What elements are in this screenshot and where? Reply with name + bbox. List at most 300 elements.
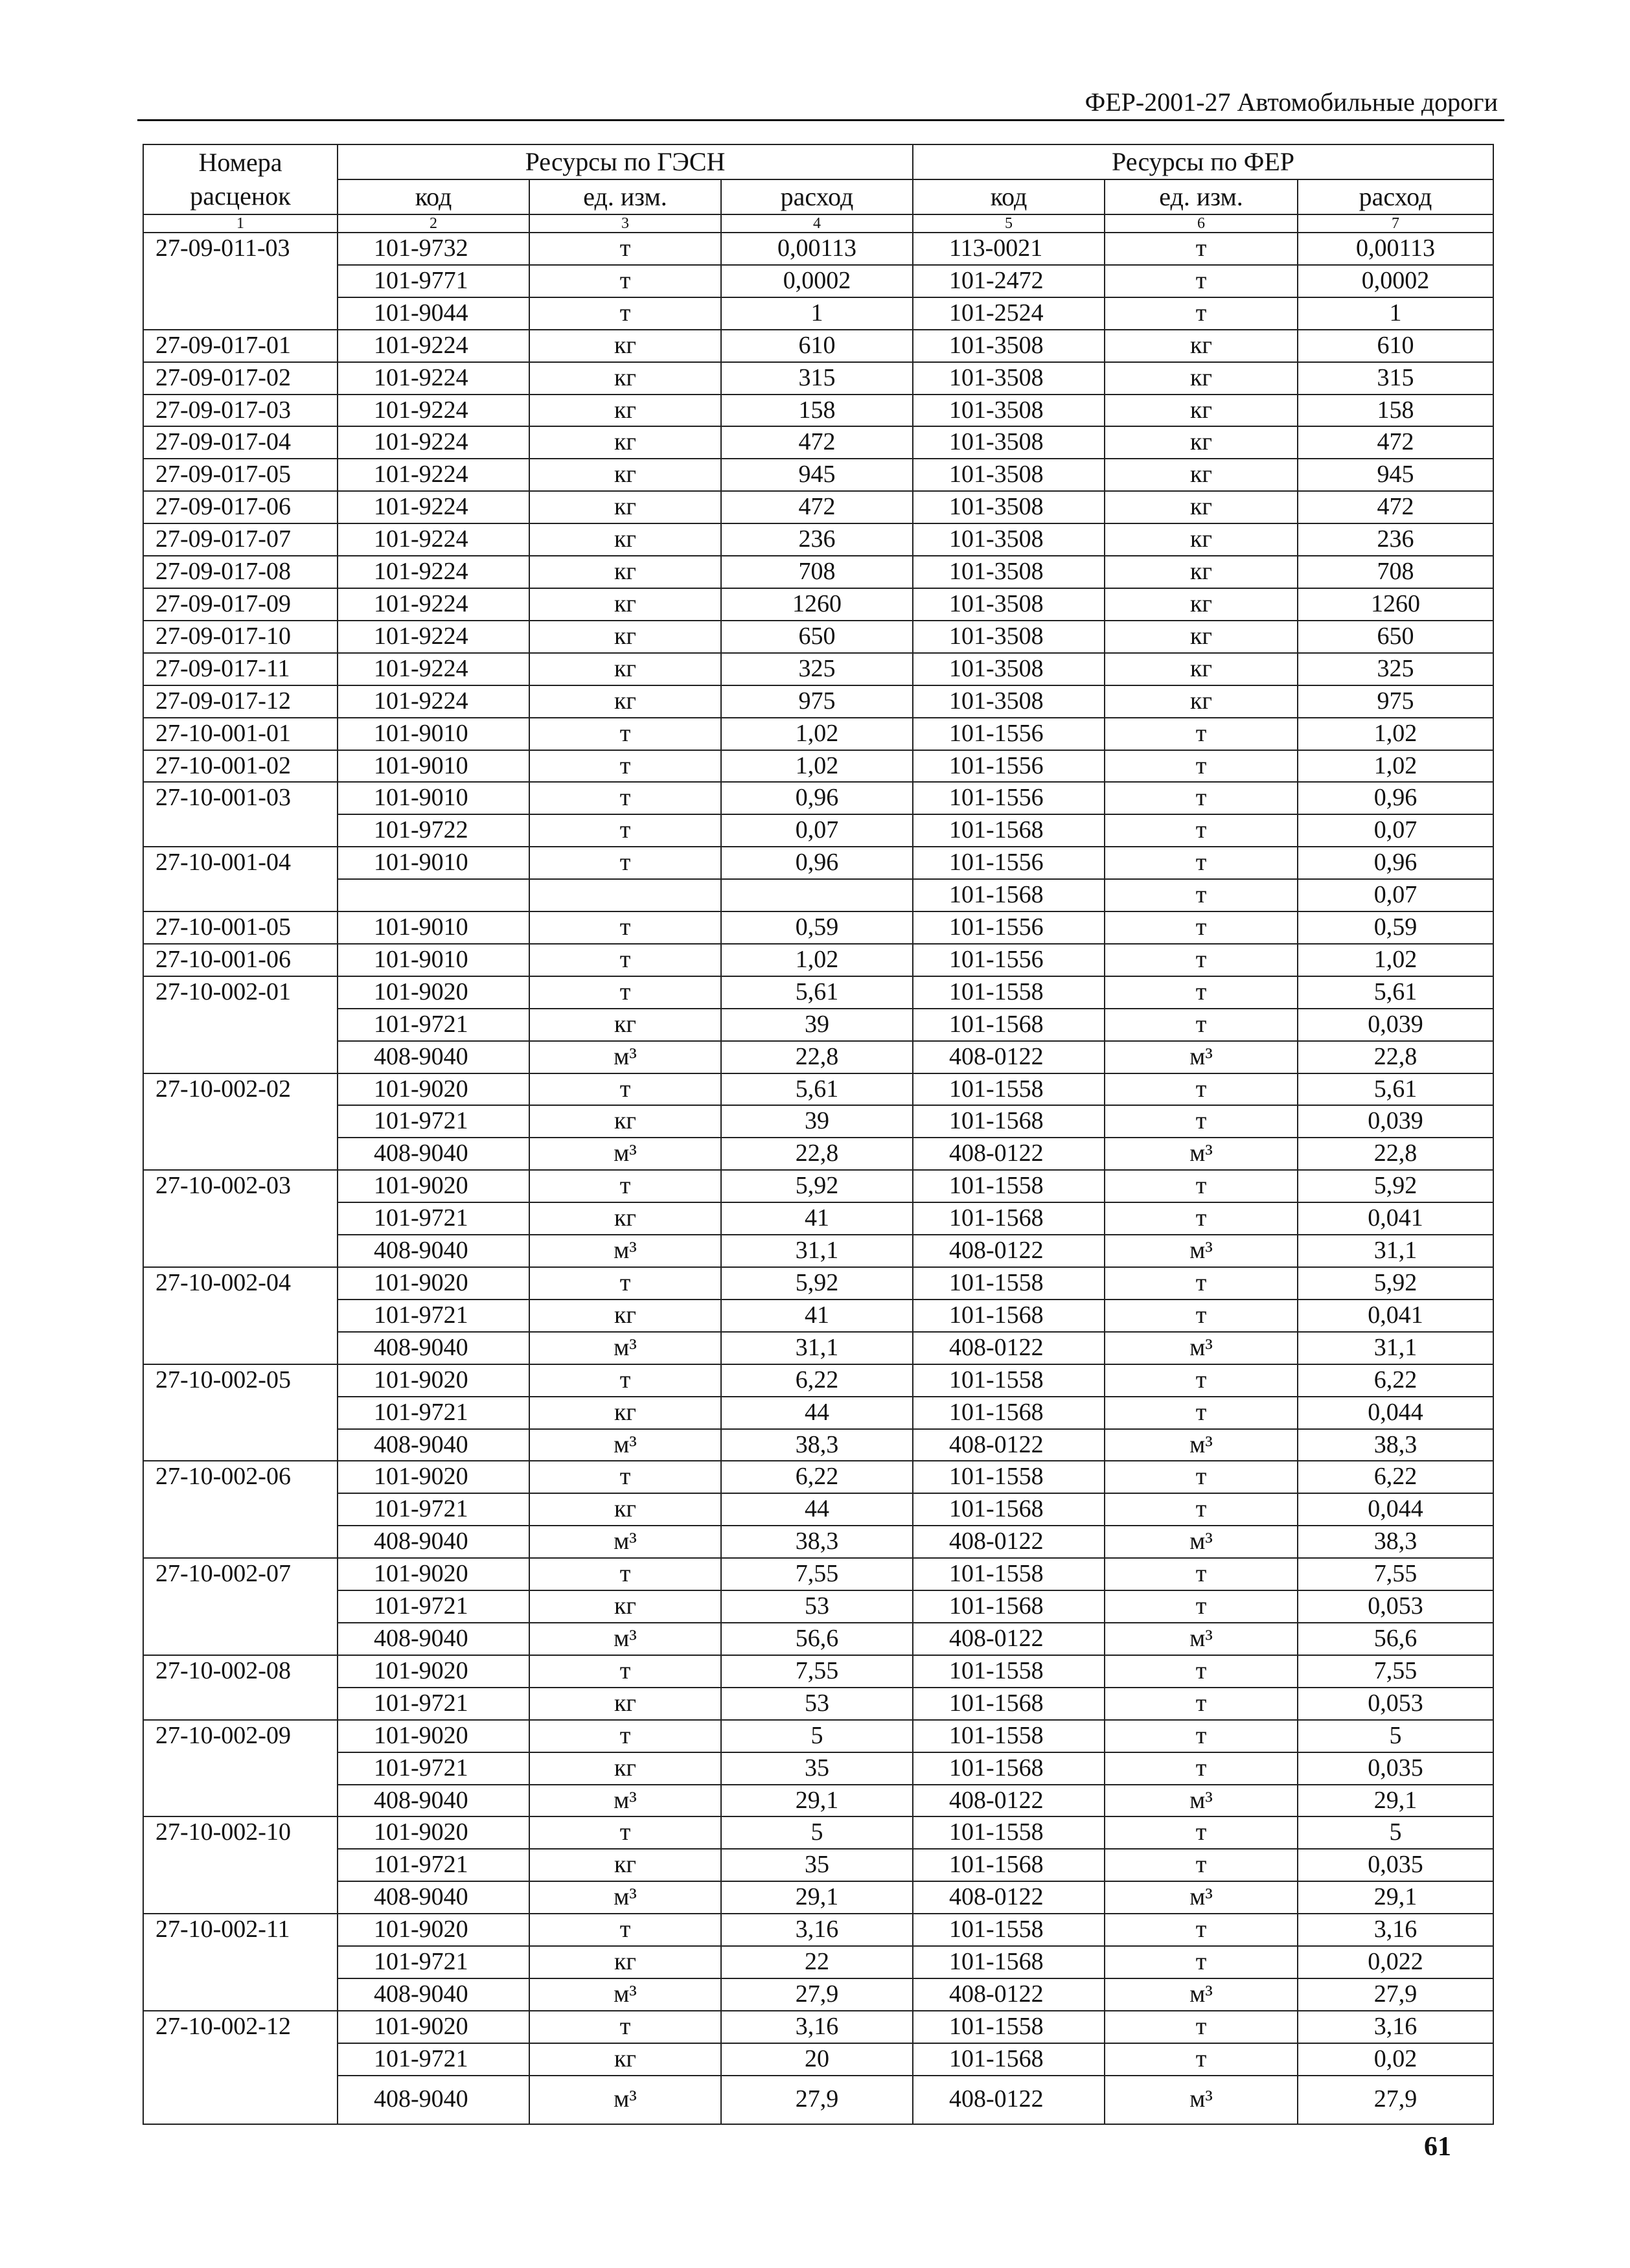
- fer-amount-header: расход: [1298, 179, 1493, 214]
- fer-unit-cell: т: [1105, 1720, 1298, 1752]
- fer-code-cell: 408-0122: [913, 1138, 1105, 1170]
- fer-amount-cell: 0,0002: [1298, 265, 1493, 297]
- fer-amount-cell: 236: [1298, 523, 1493, 556]
- fer-code-cell: 408-0122: [913, 2076, 1105, 2124]
- fer-unit-cell: т: [1105, 1364, 1298, 1397]
- fer-amount-cell: 6,22: [1298, 1364, 1493, 1397]
- gesn-amount-cell: 44: [721, 1397, 913, 1429]
- fer-code-cell: 101-3508: [913, 395, 1105, 427]
- fer-amount-cell: 708: [1298, 556, 1493, 588]
- fer-amount-cell: 5,92: [1298, 1170, 1493, 1202]
- rate-number-cell: 27-10-002-07: [143, 1558, 338, 1655]
- gesn-code-cell: 101-9010: [338, 847, 529, 879]
- gesn-code-cell: 408-9040: [338, 1332, 529, 1364]
- fer-amount-cell: 0,02: [1298, 2043, 1493, 2076]
- fer-unit-cell: м³: [1105, 1041, 1298, 1073]
- rate-number-cell: 27-10-001-03: [143, 782, 338, 847]
- fer-code-cell: 101-3508: [913, 362, 1105, 395]
- column-number: 5: [913, 214, 1105, 233]
- fer-code-cell: 101-1556: [913, 750, 1105, 783]
- rate-number-cell: 27-10-002-10: [143, 1816, 338, 1914]
- gesn-code-cell: 101-9010: [338, 782, 529, 814]
- table-row: [143, 1785, 1493, 1817]
- gesn-amount-cell: 22: [721, 1946, 913, 1978]
- gesn-code-cell: 101-9224: [338, 621, 529, 653]
- gesn-code-cell: 101-9224: [338, 426, 529, 459]
- fer-unit-cell: т: [1105, 265, 1298, 297]
- gesn-code-cell: 101-9010: [338, 750, 529, 783]
- fer-unit-cell: кг: [1105, 556, 1298, 588]
- fer-amount-cell: 0,00113: [1298, 233, 1493, 265]
- gesn-amount-cell: 35: [721, 1752, 913, 1785]
- fer-amount-cell: 610: [1298, 330, 1493, 362]
- rate-number-cell: 27-09-017-01: [143, 330, 338, 362]
- gesn-amount-cell: 945: [721, 459, 913, 491]
- rate-number-cell: 27-09-017-06: [143, 491, 338, 523]
- rate-number-cell: 27-10-002-11: [143, 1914, 338, 2011]
- gesn-amount-cell: 325: [721, 653, 913, 685]
- fer-amount-cell: 29,1: [1298, 1785, 1493, 1817]
- fer-unit-cell: т: [1105, 1655, 1298, 1688]
- table-row: [143, 653, 1493, 685]
- table-row: [143, 426, 1493, 459]
- fer-amount-cell: 7,55: [1298, 1655, 1493, 1688]
- table-row: [143, 1946, 1493, 1978]
- gesn-amount-cell: 0,00113: [721, 233, 913, 265]
- gesn-amount-cell: 27,9: [721, 2076, 913, 2124]
- column-number: 1: [143, 214, 338, 233]
- fer-code-cell: 101-1568: [913, 1688, 1105, 1720]
- gesn-unit-cell: м³: [529, 1138, 721, 1170]
- rate-number-cell: 27-09-017-07: [143, 523, 338, 556]
- rate-number-cell: 27-10-002-04: [143, 1267, 338, 1364]
- fer-code-cell: 101-3508: [913, 621, 1105, 653]
- fer-amount-cell: 0,041: [1298, 1202, 1493, 1235]
- fer-code-cell: 101-3508: [913, 556, 1105, 588]
- gesn-unit-cell: кг: [529, 426, 721, 459]
- fer-amount-cell: 0,07: [1298, 879, 1493, 911]
- table-row: [143, 1849, 1493, 1881]
- gesn-unit-cell: т: [529, 847, 721, 879]
- table-row: [143, 556, 1493, 588]
- gesn-code-cell: 101-9224: [338, 330, 529, 362]
- gesn-unit-cell: т: [529, 2011, 721, 2043]
- fer-unit-cell: т: [1105, 718, 1298, 750]
- gesn-unit-cell: кг: [529, 556, 721, 588]
- gesn-unit-cell: м³: [529, 1429, 721, 1461]
- table-row: [143, 588, 1493, 621]
- table-row: [143, 1720, 1493, 1752]
- gesn-amount-cell: 650: [721, 621, 913, 653]
- fer-amount-cell: 3,16: [1298, 1914, 1493, 1946]
- gesn-unit-cell: м³: [529, 1235, 721, 1267]
- table-row: [143, 1623, 1493, 1655]
- table-row: [143, 265, 1493, 297]
- fer-code-cell: 101-1568: [913, 1946, 1105, 1978]
- fer-unit-cell: кг: [1105, 685, 1298, 718]
- rate-number-cell: 27-10-001-04: [143, 847, 338, 911]
- fer-amount-cell: 3,16: [1298, 2011, 1493, 2043]
- fer-amount-cell: 1,02: [1298, 718, 1493, 750]
- rate-number-cell: 27-10-001-01: [143, 718, 338, 750]
- gesn-unit-cell: кг: [529, 2043, 721, 2076]
- gesn-unit-cell: т: [529, 1558, 721, 1590]
- rate-number-cell: 27-09-017-03: [143, 395, 338, 427]
- gesn-code-cell: 101-9721: [338, 1202, 529, 1235]
- gesn-code-cell: 101-9224: [338, 685, 529, 718]
- fer-unit-cell: м³: [1105, 1332, 1298, 1364]
- table-row: [143, 1429, 1493, 1461]
- table-row: [143, 459, 1493, 491]
- gesn-code-cell: 101-9721: [338, 1849, 529, 1881]
- table-row: [143, 1073, 1493, 1106]
- fer-unit-cell: кг: [1105, 362, 1298, 395]
- fer-code-cell: 101-1558: [913, 1655, 1105, 1688]
- gesn-unit-cell: т: [529, 1720, 721, 1752]
- fer-code-cell: 101-3508: [913, 523, 1105, 556]
- fer-unit-cell: т: [1105, 944, 1298, 976]
- gesn-code-cell: 101-9721: [338, 1009, 529, 1041]
- gesn-code-cell: 101-9721: [338, 2043, 529, 2076]
- fer-unit-cell: т: [1105, 1688, 1298, 1720]
- rate-number-cell: 27-10-002-09: [143, 1720, 338, 1817]
- table-row: [143, 621, 1493, 653]
- fer-code-cell: 101-1568: [913, 814, 1105, 847]
- header-title: ФЕР-2001-27 Автомобильные дороги: [1085, 87, 1498, 117]
- fer-unit-cell: кг: [1105, 588, 1298, 621]
- gesn-amount-cell: 5,92: [721, 1267, 913, 1300]
- fer-code-cell: 101-1558: [913, 1364, 1105, 1397]
- fer-amount-cell: 1260: [1298, 588, 1493, 621]
- table-row: [143, 1105, 1493, 1138]
- table-row: [143, 1009, 1493, 1041]
- fer-amount-cell: 325: [1298, 653, 1493, 685]
- table-row: [143, 1138, 1493, 1170]
- table-row: [143, 1300, 1493, 1332]
- gesn-amount-header: расход: [721, 179, 913, 214]
- table-row: [143, 976, 1493, 1009]
- fer-amount-cell: 5: [1298, 1816, 1493, 1849]
- group-gesn-header: Ресурсы по ГЭСН: [338, 144, 913, 179]
- gesn-amount-cell: 0,59: [721, 911, 913, 944]
- gesn-unit-cell: кг: [529, 1946, 721, 1978]
- fer-code-cell: 101-1568: [913, 1300, 1105, 1332]
- gesn-code-cell: 101-9224: [338, 556, 529, 588]
- gesn-amount-cell: 708: [721, 556, 913, 588]
- fer-unit-cell: кг: [1105, 395, 1298, 427]
- fer-amount-cell: 5,61: [1298, 976, 1493, 1009]
- fer-unit-cell: м³: [1105, 1623, 1298, 1655]
- gesn-unit-cell: т: [529, 1816, 721, 1849]
- gesn-code-cell: 408-9040: [338, 2076, 529, 2124]
- fer-code-cell: 408-0122: [913, 1041, 1105, 1073]
- gesn-code-cell: 101-9721: [338, 1688, 529, 1720]
- gesn-amount-cell: 1,02: [721, 944, 913, 976]
- table-row: [143, 1526, 1493, 1558]
- gesn-amount-cell: 1,02: [721, 750, 913, 783]
- fer-amount-cell: 472: [1298, 426, 1493, 459]
- gesn-code-cell: 101-9721: [338, 1752, 529, 1785]
- gesn-unit-cell: т: [529, 1364, 721, 1397]
- fer-amount-cell: 0,039: [1298, 1105, 1493, 1138]
- gesn-amount-cell: 158: [721, 395, 913, 427]
- gesn-unit-cell: кг: [529, 1397, 721, 1429]
- gesn-amount-cell: 22,8: [721, 1138, 913, 1170]
- fer-unit-cell: т: [1105, 1849, 1298, 1881]
- gesn-amount-cell: 315: [721, 362, 913, 395]
- fer-unit-cell: м³: [1105, 1881, 1298, 1914]
- gesn-amount-cell: 31,1: [721, 1235, 913, 1267]
- gesn-amount-cell: 44: [721, 1493, 913, 1526]
- gesn-unit-cell: кг: [529, 1688, 721, 1720]
- rate-number-cell: 27-10-002-03: [143, 1170, 338, 1267]
- fer-code-cell: 101-1568: [913, 1849, 1105, 1881]
- fer-unit-cell: т: [1105, 1461, 1298, 1493]
- fer-amount-cell: 975: [1298, 685, 1493, 718]
- gesn-amount-cell: 0,96: [721, 782, 913, 814]
- gesn-unit-cell: кг: [529, 362, 721, 395]
- table-row: [143, 685, 1493, 718]
- table-row: [143, 330, 1493, 362]
- fer-code-cell: 101-1568: [913, 1752, 1105, 1785]
- fer-amount-cell: 27,9: [1298, 1978, 1493, 2011]
- fer-unit-cell: т: [1105, 233, 1298, 265]
- fer-unit-cell: кг: [1105, 459, 1298, 491]
- fer-unit-cell: т: [1105, 976, 1298, 1009]
- table-row: [143, 1978, 1493, 2011]
- gesn-amount-cell: 39: [721, 1009, 913, 1041]
- gesn-amount-cell: 5,61: [721, 976, 913, 1009]
- fer-unit-cell: т: [1105, 750, 1298, 783]
- fer-amount-cell: 38,3: [1298, 1526, 1493, 1558]
- fer-code-cell: 101-3508: [913, 426, 1105, 459]
- fer-code-header: код: [913, 179, 1105, 214]
- rate-number-cell: 27-09-017-04: [143, 426, 338, 459]
- col-rate-number-header: [143, 144, 338, 214]
- fer-code-cell: 101-1558: [913, 1720, 1105, 1752]
- fer-amount-cell: 1,02: [1298, 750, 1493, 783]
- fer-code-cell: 101-1558: [913, 1816, 1105, 1849]
- page-number: 61: [1424, 2132, 1451, 2162]
- fer-code-cell: 101-3508: [913, 685, 1105, 718]
- gesn-unit-cell: т: [529, 1073, 721, 1106]
- gesn-unit-cell: кг: [529, 588, 721, 621]
- gesn-code-cell: 101-9020: [338, 1816, 529, 1849]
- fer-amount-cell: 22,8: [1298, 1138, 1493, 1170]
- gesn-unit-cell: м³: [529, 1978, 721, 2011]
- gesn-unit-cell: кг: [529, 459, 721, 491]
- fer-unit-cell: м³: [1105, 2076, 1298, 2124]
- fer-amount-cell: 31,1: [1298, 1235, 1493, 1267]
- fer-code-cell: 101-3508: [913, 588, 1105, 621]
- header-row-2: [143, 179, 1493, 214]
- fer-amount-cell: 5,61: [1298, 1073, 1493, 1106]
- fer-unit-cell: т: [1105, 1914, 1298, 1946]
- gesn-amount-cell: 1: [721, 297, 913, 330]
- resource-table: [143, 144, 1494, 2125]
- gesn-code-cell: 101-9721: [338, 1590, 529, 1623]
- table-row: [143, 1461, 1493, 1493]
- table-row: [143, 718, 1493, 750]
- gesn-code-cell: 101-9020: [338, 1558, 529, 1590]
- gesn-code-cell: 101-9020: [338, 1461, 529, 1493]
- fer-amount-cell: 5,92: [1298, 1267, 1493, 1300]
- table-row: [143, 1655, 1493, 1688]
- table-row: [143, 1202, 1493, 1235]
- header-row-1: [143, 144, 1493, 179]
- gesn-code-cell: 101-9224: [338, 523, 529, 556]
- fer-code-cell: 101-1558: [913, 1170, 1105, 1202]
- fer-amount-cell: 27,9: [1298, 2076, 1493, 2124]
- table-row: [143, 911, 1493, 944]
- gesn-unit-cell: м³: [529, 1041, 721, 1073]
- gesn-unit-cell: т: [529, 1267, 721, 1300]
- gesn-code-cell: 101-9044: [338, 297, 529, 330]
- gesn-amount-cell: 975: [721, 685, 913, 718]
- gesn-amount-cell: 1260: [721, 588, 913, 621]
- fer-code-cell: 101-1568: [913, 879, 1105, 911]
- gesn-amount-cell: 5: [721, 1720, 913, 1752]
- table-row: [143, 491, 1493, 523]
- fer-code-cell: 101-1568: [913, 1105, 1105, 1138]
- fer-unit-cell: т: [1105, 297, 1298, 330]
- table-row: [143, 1914, 1493, 1946]
- gesn-code-cell: 101-9020: [338, 1073, 529, 1106]
- gesn-amount-cell: 3,16: [721, 1914, 913, 1946]
- fer-amount-cell: 0,053: [1298, 1688, 1493, 1720]
- fer-unit-cell: т: [1105, 1590, 1298, 1623]
- fer-amount-cell: 22,8: [1298, 1041, 1493, 1073]
- rate-number-cell: 27-10-002-05: [143, 1364, 338, 1461]
- gesn-unit-cell: т: [529, 1461, 721, 1493]
- fer-unit-header: ед. изм.: [1105, 179, 1298, 214]
- rate-number-cell: 27-09-017-05: [143, 459, 338, 491]
- fer-code-cell: 408-0122: [913, 1978, 1105, 2011]
- fer-amount-cell: 38,3: [1298, 1429, 1493, 1461]
- fer-unit-cell: м³: [1105, 1785, 1298, 1817]
- fer-amount-cell: 1: [1298, 297, 1493, 330]
- gesn-unit-cell: т: [529, 265, 721, 297]
- gesn-code-cell: 101-9224: [338, 653, 529, 685]
- fer-code-cell: 101-1556: [913, 911, 1105, 944]
- fer-unit-cell: т: [1105, 1267, 1298, 1300]
- gesn-amount-cell: 3,16: [721, 2011, 913, 2043]
- fer-unit-cell: м³: [1105, 1138, 1298, 1170]
- column-number: 6: [1105, 214, 1298, 233]
- gesn-unit-cell: т: [529, 782, 721, 814]
- table-row: [143, 2011, 1493, 2043]
- table-row: [143, 1267, 1493, 1300]
- rate-number-cell: 27-09-011-03: [143, 233, 338, 330]
- rate-number-cell: 27-09-017-02: [143, 362, 338, 395]
- gesn-amount-cell: 610: [721, 330, 913, 362]
- fer-unit-cell: т: [1105, 1202, 1298, 1235]
- fer-code-cell: 408-0122: [913, 1429, 1105, 1461]
- gesn-unit-cell: м³: [529, 1332, 721, 1364]
- fer-unit-cell: т: [1105, 1816, 1298, 1849]
- gesn-code-cell: 101-9020: [338, 1655, 529, 1688]
- fer-unit-cell: т: [1105, 1946, 1298, 1978]
- gesn-code-cell: 101-9020: [338, 1267, 529, 1300]
- fer-amount-cell: 29,1: [1298, 1881, 1493, 1914]
- fer-code-cell: 101-1558: [913, 2011, 1105, 2043]
- fer-unit-cell: т: [1105, 879, 1298, 911]
- gesn-code-cell: 101-9020: [338, 1720, 529, 1752]
- fer-amount-cell: 0,053: [1298, 1590, 1493, 1623]
- gesn-amount-cell: 41: [721, 1202, 913, 1235]
- gesn-code-cell: 101-9224: [338, 459, 529, 491]
- gesn-unit-cell: кг: [529, 1493, 721, 1526]
- gesn-code-cell: 101-9721: [338, 1105, 529, 1138]
- gesn-amount-cell: 0,0002: [721, 265, 913, 297]
- gesn-unit-cell: кг: [529, 1849, 721, 1881]
- rate-number-cell: 27-10-001-06: [143, 944, 338, 976]
- gesn-code-cell: 101-9010: [338, 944, 529, 976]
- gesn-amount-cell: 39: [721, 1105, 913, 1138]
- fer-amount-cell: 7,55: [1298, 1558, 1493, 1590]
- gesn-unit-cell: т: [529, 1655, 721, 1688]
- gesn-code-cell: 101-9224: [338, 491, 529, 523]
- gesn-amount-cell: 56,6: [721, 1623, 913, 1655]
- fer-code-cell: 113-0021: [913, 233, 1105, 265]
- fer-amount-cell: 0,044: [1298, 1493, 1493, 1526]
- rate-number-cell: 27-10-002-01: [143, 976, 338, 1073]
- rate-number-cell: 27-09-017-10: [143, 621, 338, 653]
- gesn-code-cell: 101-9020: [338, 2011, 529, 2043]
- fer-code-cell: 101-1568: [913, 1009, 1105, 1041]
- table-row: [143, 1170, 1493, 1202]
- fer-code-cell: 101-1556: [913, 944, 1105, 976]
- gesn-code-cell: 101-9721: [338, 1493, 529, 1526]
- table-row: [143, 847, 1493, 879]
- gesn-code-cell: 408-9040: [338, 1235, 529, 1267]
- table-row: [143, 362, 1493, 395]
- fer-code-cell: 408-0122: [913, 1332, 1105, 1364]
- gesn-unit-cell: т: [529, 1170, 721, 1202]
- table-row: [143, 1558, 1493, 1590]
- fer-amount-cell: 31,1: [1298, 1332, 1493, 1364]
- gesn-unit-cell: м³: [529, 2076, 721, 2124]
- gesn-code-cell: 408-9040: [338, 1623, 529, 1655]
- table-row: [143, 782, 1493, 814]
- gesn-amount-cell: 472: [721, 491, 913, 523]
- column-number: 2: [338, 214, 529, 233]
- fer-unit-cell: т: [1105, 2011, 1298, 2043]
- fer-unit-cell: м³: [1105, 1978, 1298, 2011]
- gesn-unit-cell: кг: [529, 621, 721, 653]
- rate-number-cell: 27-10-002-12: [143, 2011, 338, 2124]
- fer-amount-cell: 158: [1298, 395, 1493, 427]
- gesn-code-cell: 101-9732: [338, 233, 529, 265]
- fer-unit-cell: т: [1105, 1073, 1298, 1106]
- fer-unit-cell: т: [1105, 1170, 1298, 1202]
- table-row: [143, 395, 1493, 427]
- gesn-unit-cell: кг: [529, 395, 721, 427]
- fer-code-cell: 101-1568: [913, 1397, 1105, 1429]
- column-number: 4: [721, 214, 913, 233]
- gesn-code-cell: 408-9040: [338, 1429, 529, 1461]
- gesn-amount-cell: 38,3: [721, 1526, 913, 1558]
- page-header: [137, 83, 1504, 121]
- gesn-code-cell: 408-9040: [338, 1978, 529, 2011]
- gesn-unit-cell: кг: [529, 330, 721, 362]
- fer-amount-cell: 5: [1298, 1720, 1493, 1752]
- gesn-amount-cell: 0,96: [721, 847, 913, 879]
- gesn-unit-cell: т: [529, 814, 721, 847]
- gesn-amount-cell: 236: [721, 523, 913, 556]
- fer-unit-cell: м³: [1105, 1526, 1298, 1558]
- fer-amount-cell: 56,6: [1298, 1623, 1493, 1655]
